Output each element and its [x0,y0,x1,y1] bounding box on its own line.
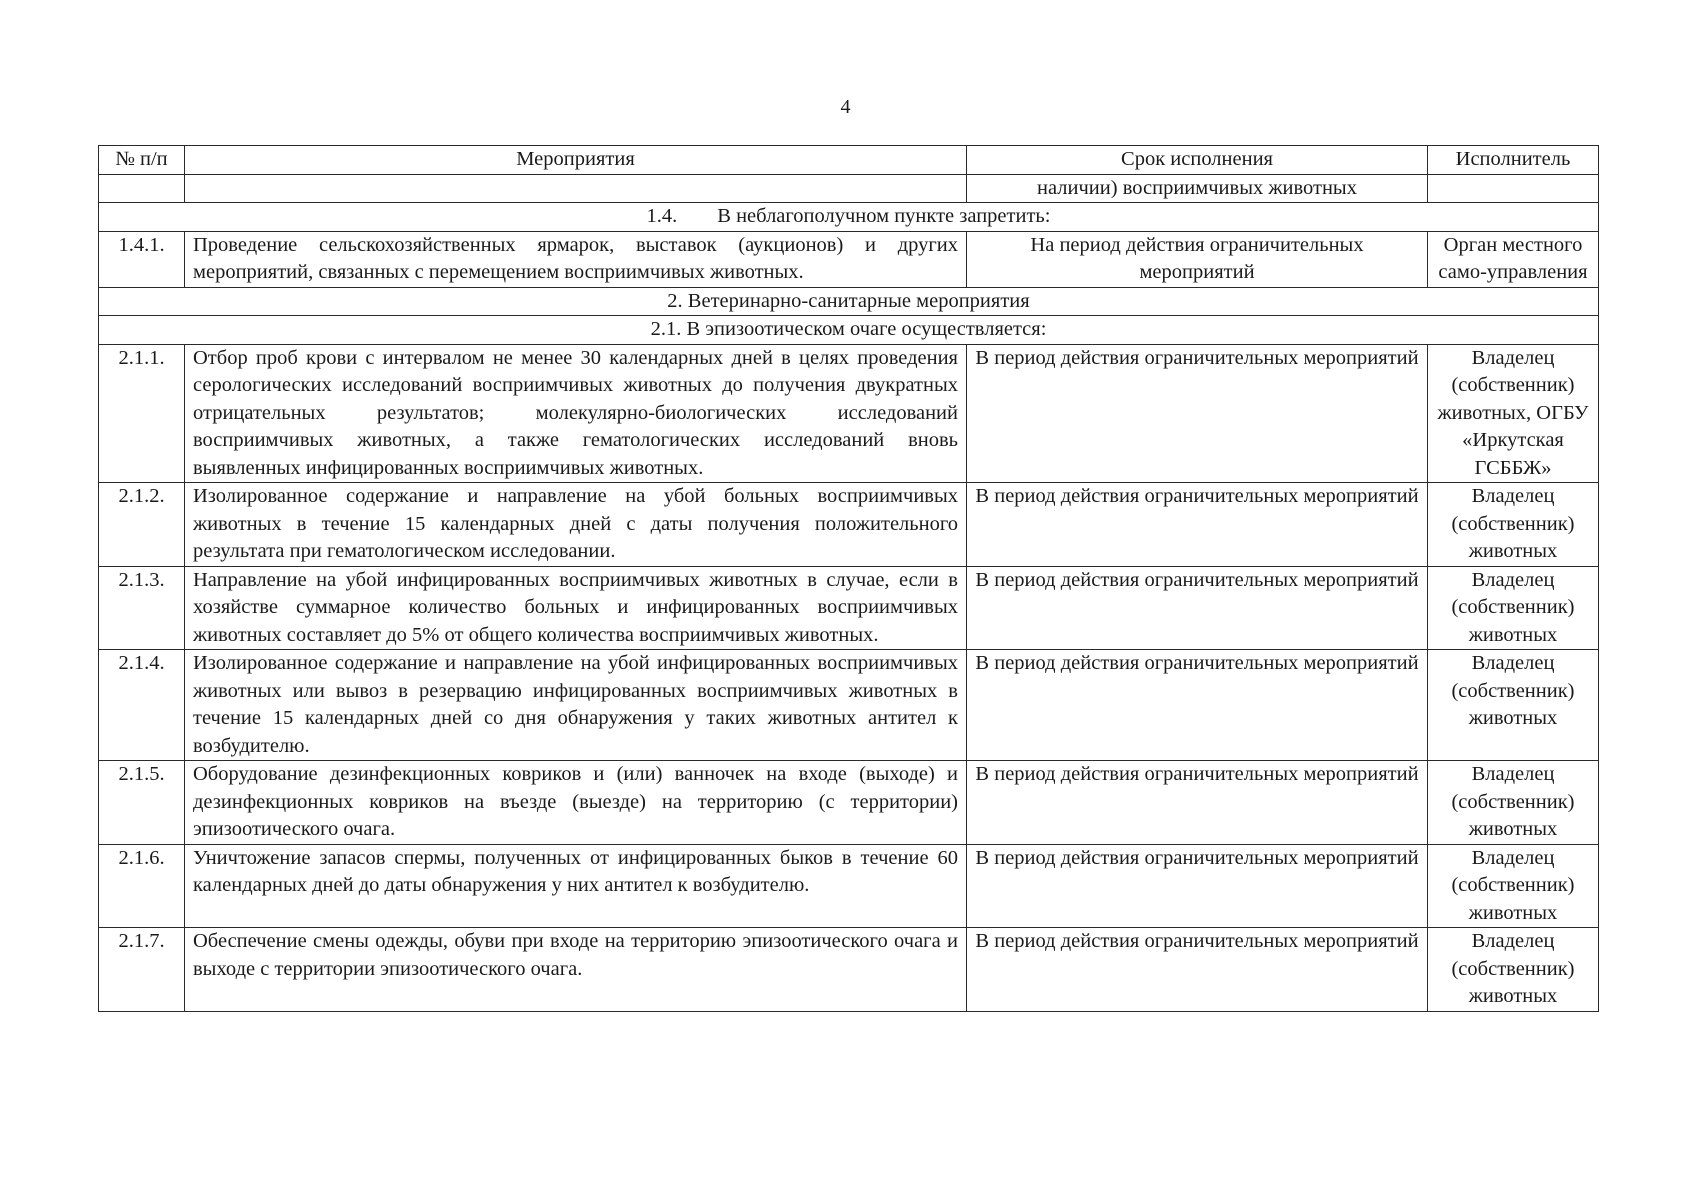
section-2-row [99,287,1599,316]
row-term: В период действия ограничительных мероприятий [967,650,1428,761]
row-activity: Изолированное содержание и направление на убой больных восприимчивых животных в течение 15 календарных дней с даты получения положительного результата при гематологическом исследовании. [185,483,967,567]
row-activity: Изолированное содержание и направление на убой инфицированных восприимчивых животных или вывоз в резервацию инфицированных восприимчивых животных в течение 15 календарных дней со дня обнаружения у таких животных антител к возбудителю. [185,650,967,761]
row-executor: Владелец (собственник) животных, ОГБУ «Иркутская ГСББЖ» [1428,344,1599,483]
table-row [99,650,1599,761]
section-2-1-row [99,316,1599,345]
row-term: В период действия ограничительных мероприятий [967,483,1428,567]
table-row [99,231,1599,287]
section-2-title: 2. Ветеринарно-санитарные мероприятия [99,287,1599,316]
continuation-activity [185,174,967,203]
header-term: Срок исполнения [967,146,1428,175]
page-number: 4 [840,96,851,118]
row-1-4-1-term: На период действия ограничительных мероприятий [967,231,1428,287]
row-activity: Направление на убой инфицированных восприимчивых животных в случае, если в хозяйстве суммарное количество больных и инфицированных восприимчивых животных составляет до 5% от общего количества восприимчивых животных. [185,566,967,650]
row-num: 2.1.6. [99,844,185,928]
continuation-executor [1428,174,1599,203]
row-num: 2.1.3. [99,566,185,650]
table-row [99,566,1599,650]
table-row [99,844,1599,928]
header-executor: Исполнитель [1428,146,1599,175]
section-1-4-number: 1.4. [646,205,678,227]
row-activity: Оборудование дезинфекционных ковриков и (или) ванночек на входе (выходе) и дезинфекционных ковриков на въезде (выезде) на территорию (с территории) эпизоотического очага. [185,761,967,845]
row-term: В период действия ограничительных мероприятий [967,928,1428,1012]
table-row [99,928,1599,1012]
table-row [99,483,1599,567]
header-num: № п/п [99,146,185,175]
row-activity: Обеспечение смены одежды, обуви при входе на территорию эпизоотического очага и выходе с территории эпизоотического очага. [185,928,967,1012]
continuation-num [99,174,185,203]
row-term: В период действия ограничительных мероприятий [967,844,1428,928]
section-1-4-cell [99,203,1599,232]
continuation-row [99,174,1599,203]
row-term: В период действия ограничительных мероприятий [967,344,1428,483]
table-header-row [99,146,1599,175]
row-executor: Владелец (собственник) животных [1428,844,1599,928]
table-row [99,761,1599,845]
section-2-1-title: 2.1. В эпизоотическом очаге осуществляется: [99,316,1599,345]
row-term: В период действия ограничительных мероприятий [967,566,1428,650]
row-activity: Отбор проб крови с интервалом не менее 30 календарных дней в целях проведения серологических исследований восприимчивых животных до получения двукратных отрицательных результатов; молекулярно-биологических исследований восприимчивых животных, а также гематологических исследований вновь выявленных инфицированных восприимчивых животных. [185,344,967,483]
row-1-4-1-activity: Проведение сельскохозяйственных ярмарок, выставок (аукционов) и других мероприятий, связанных с перемещением восприимчивых животных. [185,231,967,287]
table-row [99,344,1599,483]
row-executor: Владелец (собственник) животных [1428,650,1599,761]
row-num: 2.1.7. [99,928,185,1012]
measures-table [98,145,1599,1012]
section-1-4-row [99,203,1599,232]
row-executor: Владелец (собственник) животных [1428,483,1599,567]
row-num: 2.1.2. [99,483,185,567]
row-executor: Владелец (собственник) животных [1428,566,1599,650]
row-num: 2.1.5. [99,761,185,845]
continuation-term: наличии) восприимчивых животных [967,174,1428,203]
section-1-4-text: В неблагополучном пункте запретить: [717,205,1051,227]
header-activity: Мероприятия [185,146,967,175]
row-1-4-1-num: 1.4.1. [99,231,185,287]
row-term: В период действия ограничительных мероприятий [967,761,1428,845]
row-activity: Уничтожение запасов спермы, полученных от инфицированных быков в течение 60 календарных дней до даты обнаружения у них антител к возбудителю. [185,844,967,928]
row-1-4-1-executor: Орган местного само-управления [1428,231,1599,287]
row-executor: Владелец (собственник) животных [1428,761,1599,845]
row-executor: Владелец (собственник) животных [1428,928,1599,1012]
row-num: 2.1.4. [99,650,185,761]
row-num: 2.1.1. [99,344,185,483]
